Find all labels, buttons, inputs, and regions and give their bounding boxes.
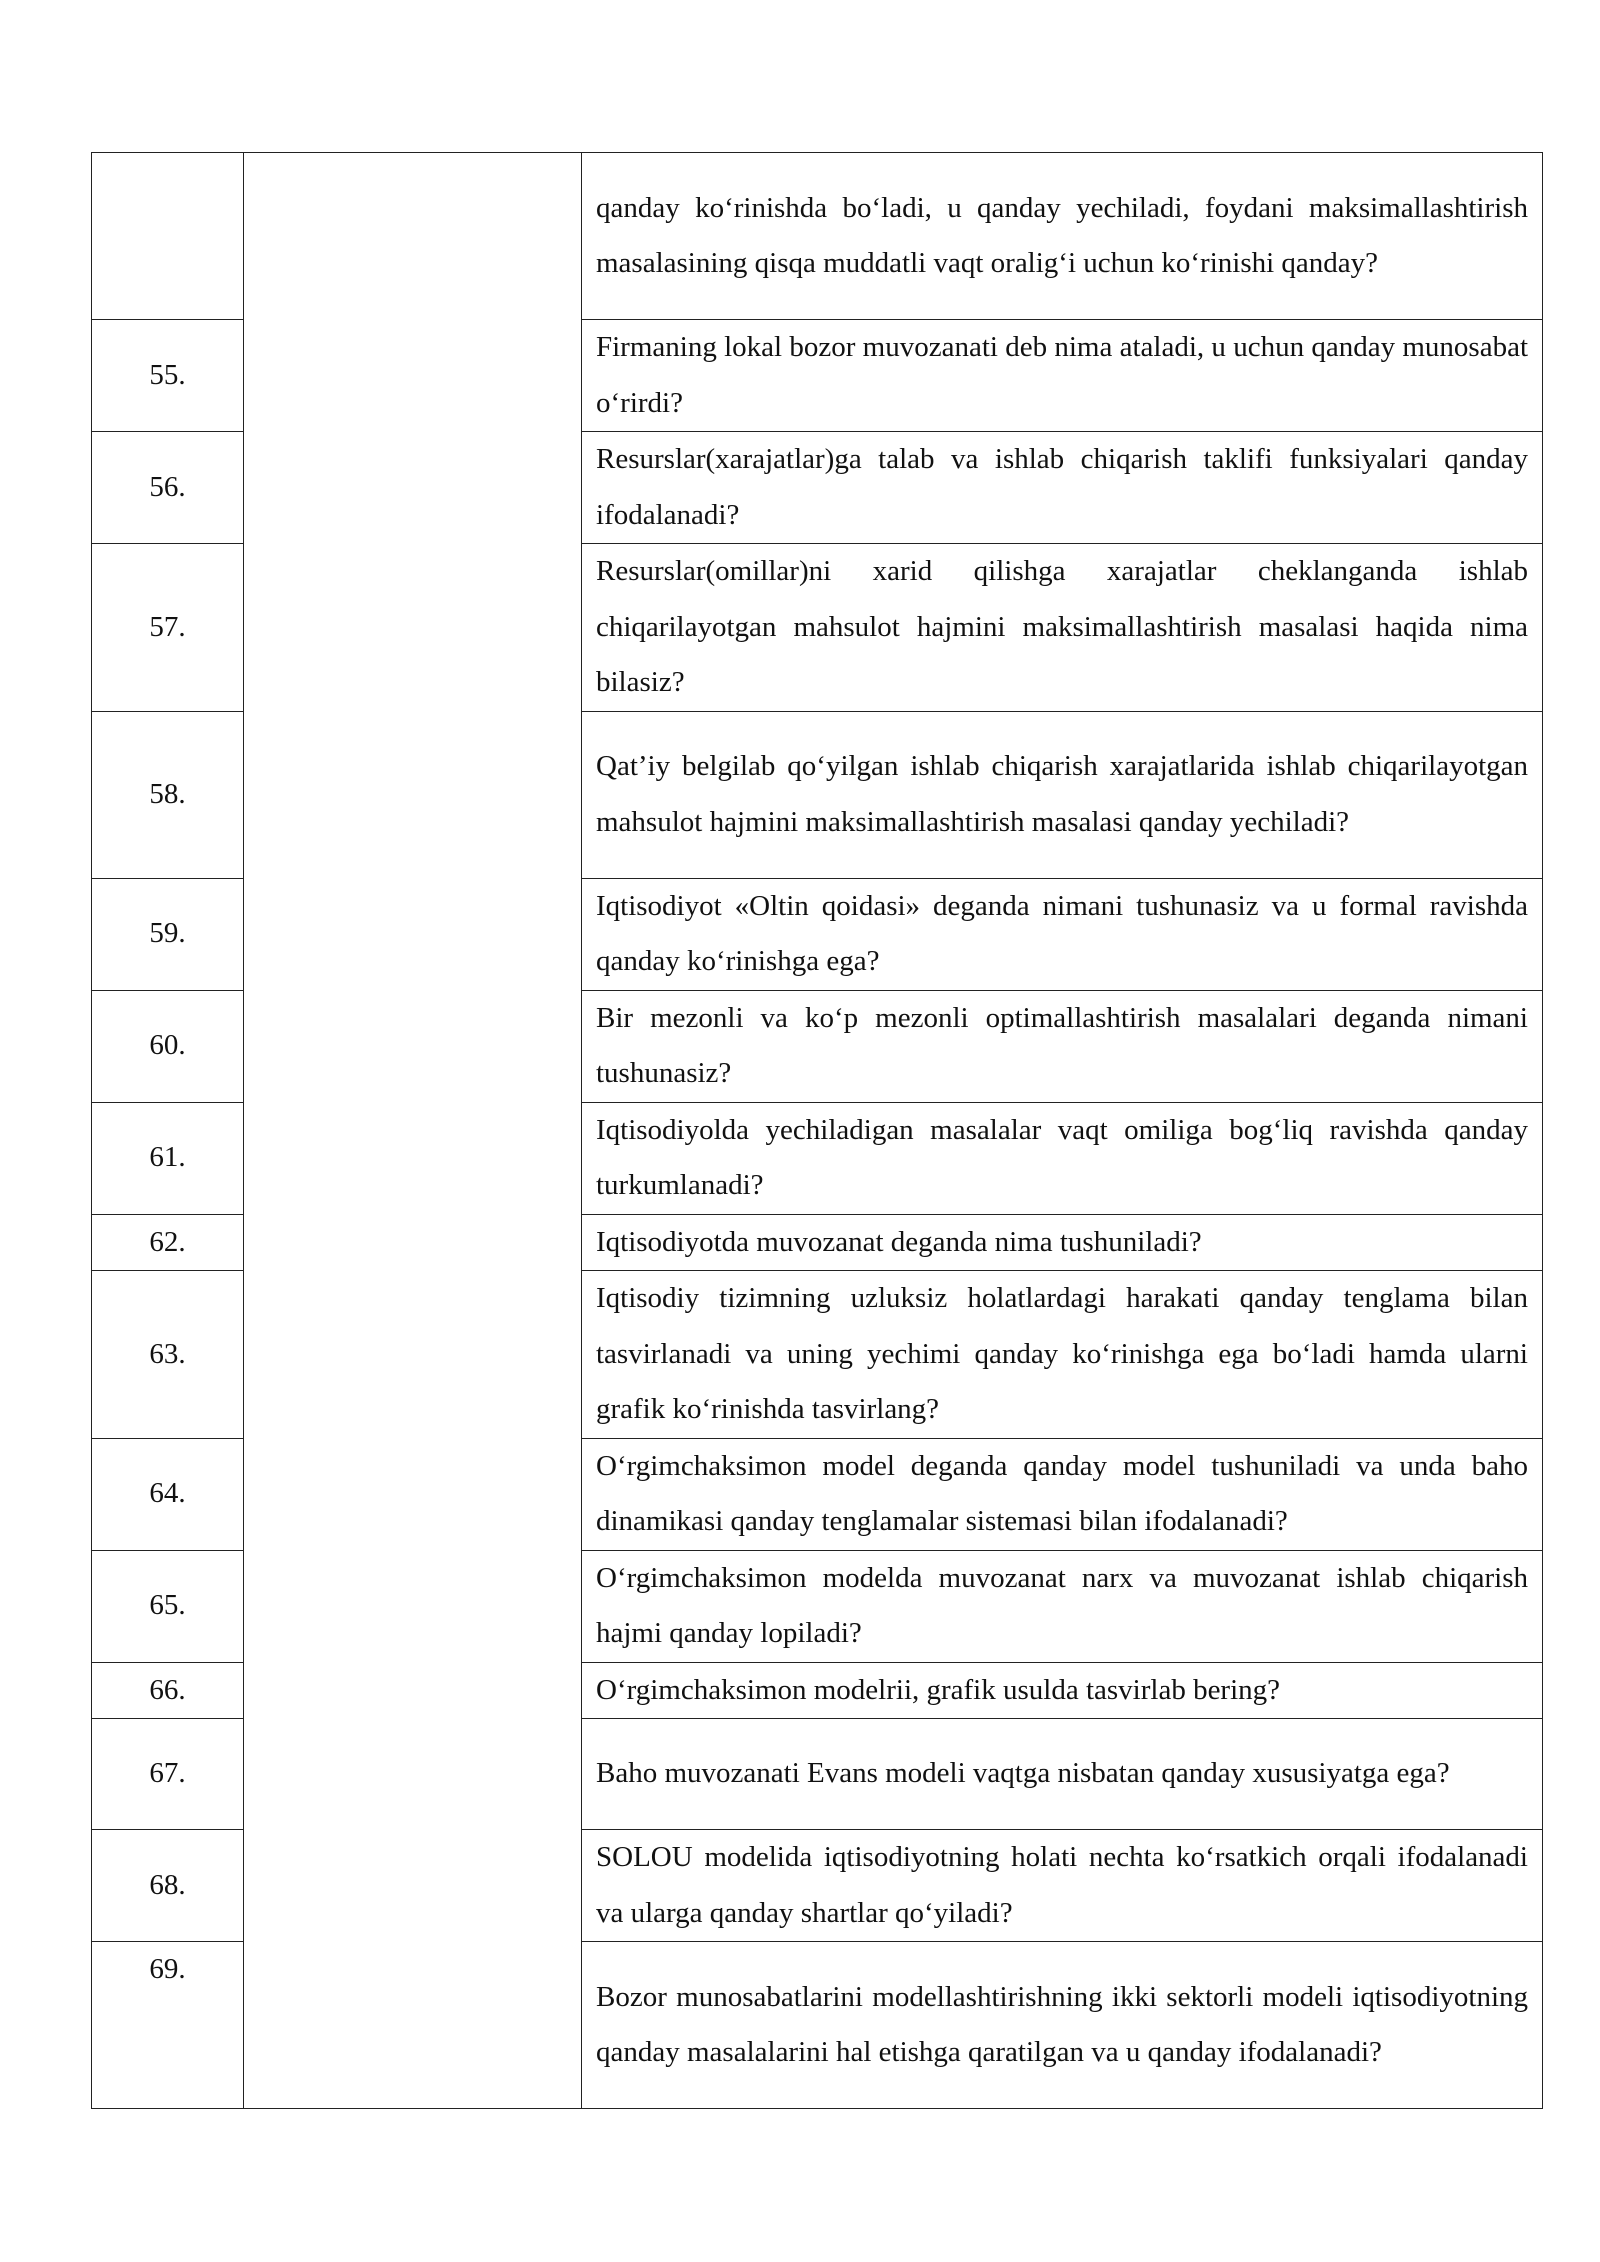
row-number: 64.	[92, 1438, 244, 1550]
question-text: Iqtisodiyotda muvozanat deganda nima tushuniladi?	[582, 1214, 1543, 1271]
merged-empty-column	[244, 153, 582, 2109]
row-number: 62.	[92, 1214, 244, 1271]
question-text: Bozor munosabatlarini modellashtirishning ikki sektorli modeli iqtisodiyotning qanday masalalarini hal etishga qaratilgan va u qanday ifodalanadi?	[582, 1942, 1543, 2109]
question-text: Baho muvozanati Evans modeli vaqtga nisbatan qanday xususiyatga ega?	[582, 1719, 1543, 1830]
question-text: O‘rgimchaksimon modelda muvozanat narx va muvozanat ishlab chiqarish hajmi qanday lopiladi?	[582, 1550, 1543, 1662]
row-number: 56.	[92, 432, 244, 544]
question-text: Iqtisodiyolda yechiladigan masalalar vaqt omiliga bog‘liq ravishda qanday turkumlanadi?	[582, 1102, 1543, 1214]
question-text: qanday ko‘rinishda bo‘ladi, u qanday yechiladi, foydani maksimallashtirish masalasining qisqa muddatli vaqt oralig‘i uchun ko‘rinishi qanday?	[582, 153, 1543, 320]
row-number: 69.	[92, 1942, 244, 2109]
row-number: 66.	[92, 1662, 244, 1719]
question-text: Resurslar(xarajatlar)ga talab va ishlab chiqarish taklifi funksiyalari qanday ifodalanadi?	[582, 432, 1543, 544]
row-number: 68.	[92, 1830, 244, 1942]
row-number: 65.	[92, 1550, 244, 1662]
question-text: O‘rgimchaksimon model deganda qanday model tushuniladi va unda baho dinamikasi qanday tenglamalar sistemasi bilan ifodalanadi?	[582, 1438, 1543, 1550]
row-number	[92, 153, 244, 320]
row-number: 59.	[92, 878, 244, 990]
question-text: Qat’iy belgilab qo‘yilgan ishlab chiqarish xarajatlarida ishlab chiqarilayotgan mahsulot hajmini maksimallashtirish masalasi qanday yechiladi?	[582, 711, 1543, 878]
question-text: Bir mezonli va ko‘p mezonli optimallashtirish masalalari deganda nimani tushunasiz?	[582, 990, 1543, 1102]
row-number: 60.	[92, 990, 244, 1102]
row-number: 61.	[92, 1102, 244, 1214]
question-text: Resurslar(omillar)ni xarid qilishga xarajatlar cheklanganda ishlab chiqarilayotgan mahsulot hajmini maksimallashtirish masalasi haqida nima bilasiz?	[582, 544, 1543, 712]
table-row	[92, 153, 1543, 320]
question-text: SOLOU modelida iqtisodiyotning holati nechta ko‘rsatkich orqali ifodalanadi va ularga qanday shartlar qo‘yiladi?	[582, 1830, 1543, 1942]
question-text: O‘rgimchaksimon modelrii, grafik usulda tasvirlab bering?	[582, 1662, 1543, 1719]
question-text: Iqtisodiy tizimning uzluksiz holatlardagi harakati qanday tenglama bilan tasvirlanadi va uning yechimi qanday ko‘rinishga ega bo‘ladi hamda ularni grafik ko‘rinishda tasvirlang?	[582, 1271, 1543, 1439]
row-number: 67.	[92, 1719, 244, 1830]
questions-table	[91, 152, 1543, 2109]
row-number: 57.	[92, 544, 244, 712]
question-text: Firmaning lokal bozor muvozanati deb nima ataladi, u uchun qanday munosabat o‘rirdi?	[582, 320, 1543, 432]
row-number: 63.	[92, 1271, 244, 1439]
row-number: 58.	[92, 711, 244, 878]
question-text: Iqtisodiyot «Oltin qoidasi» deganda nimani tushunasiz va u formal ravishda qanday ko‘rinishga ega?	[582, 878, 1543, 990]
row-number: 55.	[92, 320, 244, 432]
